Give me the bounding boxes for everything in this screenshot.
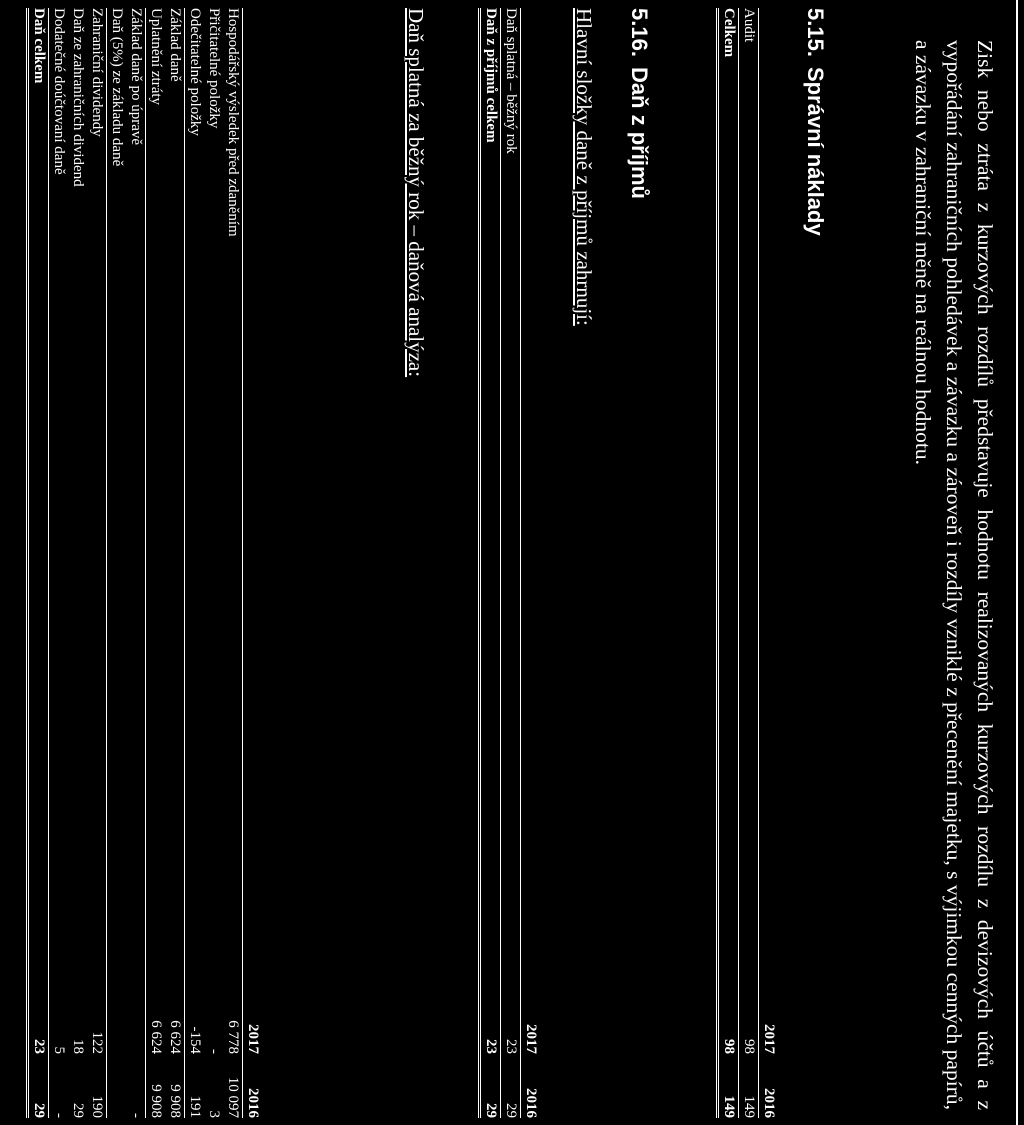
- value-2017: 6 624: [148, 1020, 164, 1054]
- tax-analysis-table: [26, 8, 262, 1118]
- section-title: Daň z příjmů: [627, 66, 652, 199]
- value-2017: [107, 990, 127, 1054]
- total-2016: 149: [718, 1054, 739, 1118]
- admin-costs-table: [716, 8, 778, 1118]
- value-2017: 18: [70, 1039, 86, 1054]
- subheading-main-components: Hlavní složky daně z příjmů zahrnují:: [572, 8, 596, 326]
- value-2017: -: [206, 1049, 222, 1054]
- value-2017: 6 624: [167, 1020, 183, 1054]
- row-label: Daň (5%) ze základu daně: [109, 8, 125, 167]
- table-row: [739, 8, 759, 1118]
- total-row: [480, 8, 501, 1118]
- total-label: Celkem: [718, 8, 739, 990]
- value-2016: 9 908: [148, 1084, 164, 1118]
- value-2016: 29: [503, 1103, 519, 1118]
- value-2016: 10 097: [225, 1076, 241, 1118]
- value-2016: -: [128, 1113, 144, 1118]
- table-row: [146, 8, 166, 1118]
- value-2017: 6 778: [225, 1020, 241, 1054]
- row-label: Hospodářský výsledek před zdaněním: [225, 8, 241, 237]
- col-2017: 2017: [759, 990, 779, 1054]
- value-2016: 3: [206, 1110, 222, 1118]
- table-header-row: [243, 8, 263, 1118]
- row-label: Základ daně: [167, 8, 183, 82]
- table-row: [223, 8, 243, 1118]
- subheading-tax-analysis: Daň splatná za běžný rok – daňová analýza:: [404, 8, 428, 378]
- total-row: [718, 8, 739, 1118]
- row-label: Daň splatná – běžný rok: [503, 8, 519, 154]
- value-2016: 190: [89, 1095, 105, 1118]
- row-label: Daň ze zahraničních dividend: [70, 8, 86, 187]
- value-2016: 149: [741, 1095, 757, 1118]
- total-2017: 98: [718, 990, 739, 1054]
- value-2017: 5: [51, 1046, 67, 1054]
- total-2016: 29: [480, 1054, 501, 1118]
- total-label: Daň celkem: [28, 8, 49, 990]
- col-2017: 2017: [521, 990, 541, 1054]
- table-row: [68, 8, 87, 1118]
- value-2016: 9 908: [167, 1084, 183, 1118]
- intro-paragraph: Zisk nebo ztráta z kurzových rozdílů představuje hodnotu realizovaných kurzových rozdílu z devizových účtů a z vypořádání zahraničních pohledávek a závazku a zároveň i rozdíly vzniklé z přecenění majetku, s výjimkou cenných papírů, a závazku v zahraniční měně na reálnou hodnotu.: [911, 40, 997, 1110]
- section-heading-5-16: [626, 8, 652, 199]
- table-row: [107, 8, 127, 1118]
- value-2017: -154: [187, 1026, 203, 1054]
- table-header-row: [521, 8, 541, 1118]
- table-row: [204, 8, 223, 1118]
- col-2016: 2016: [521, 1054, 541, 1118]
- value-2016: 29: [70, 1103, 86, 1118]
- value-2017: 23: [503, 1039, 519, 1054]
- total-row: [28, 8, 49, 1118]
- total-label: Daň z příjmů celkem: [480, 8, 501, 990]
- section-title: Správní náklady: [803, 66, 828, 236]
- col-2016: 2016: [243, 1054, 263, 1118]
- top-rule: [1016, 0, 1018, 1125]
- row-label: Audit: [741, 8, 757, 43]
- income-tax-table: [478, 8, 540, 1118]
- value-2016: -: [51, 1113, 67, 1118]
- value-2016: [107, 1054, 127, 1118]
- row-label: Uplatnění ztráty: [148, 8, 164, 106]
- table-row: [501, 8, 521, 1118]
- row-label: Odečitatelné položky: [187, 8, 203, 136]
- col-2016: 2016: [759, 1054, 779, 1118]
- table-row: [87, 8, 107, 1118]
- value-2017: 122: [89, 1031, 105, 1054]
- table-row: [185, 8, 205, 1118]
- row-label: Zahraniční dividendy: [89, 8, 105, 137]
- total-2016: 29: [28, 1054, 49, 1118]
- table-row: [49, 8, 69, 1118]
- total-2017: 23: [480, 990, 501, 1054]
- col-2017: 2017: [243, 990, 263, 1054]
- row-label: Dodatečné doúčtovaní daně: [51, 8, 67, 175]
- total-2017: 23: [28, 990, 49, 1054]
- table-row: [165, 8, 185, 1118]
- section-number: 5.15.: [803, 8, 828, 57]
- row-label: Základ daně po úpravě: [128, 8, 144, 146]
- value-2016: 191: [187, 1095, 203, 1118]
- section-heading-5-15: [802, 8, 828, 236]
- table-row: [126, 8, 146, 1118]
- table-header-row: [759, 8, 779, 1118]
- value-2017: 98: [741, 1039, 757, 1054]
- value-2017: [126, 990, 146, 1054]
- section-number: 5.16.: [627, 8, 652, 57]
- row-label: Přičitatelné položky: [206, 8, 222, 129]
